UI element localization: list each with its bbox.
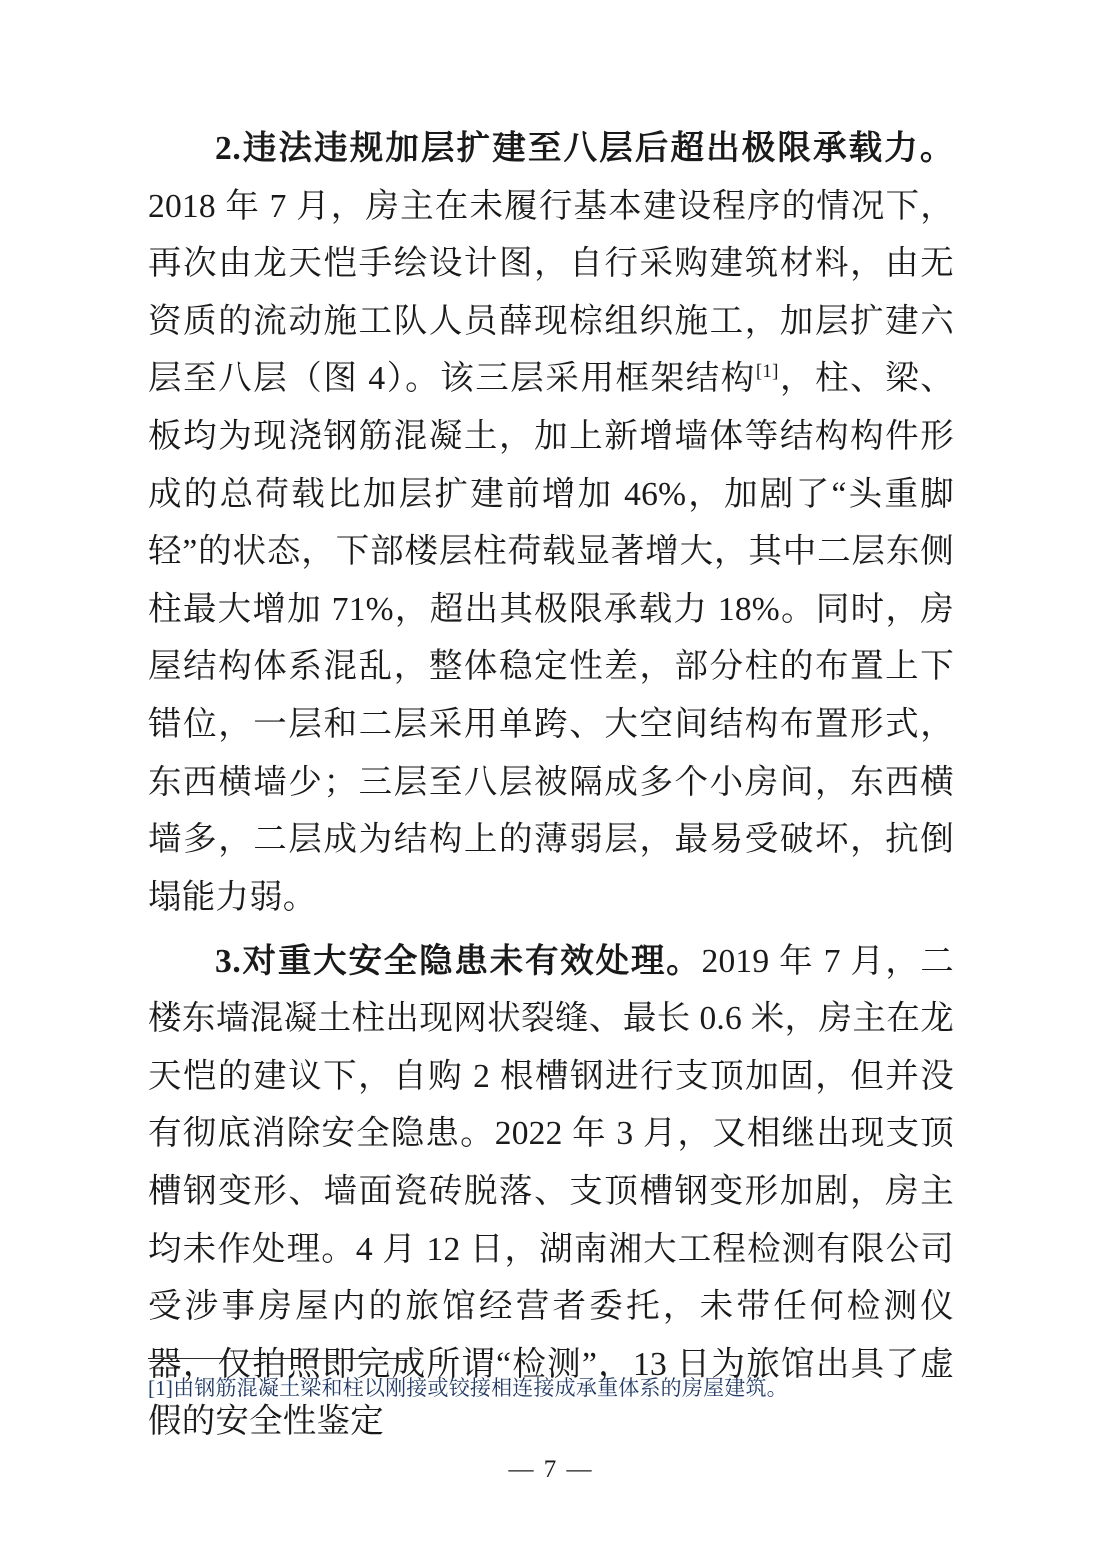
footnote-reference-marker[interactable]: [1] [755,361,779,383]
footnote-area [148,1358,958,1405]
paragraph-3-heading: 3.对重大安全隐患未有效处理。 [215,942,702,980]
paragraph-2-heading: 2.违法违规加层扩建至八层后超出极限承载力。 [215,130,954,167]
footnote-separator-line [148,1358,420,1359]
footnote-text: [1]由钢筋混凝土梁和柱以刚接或铰接相连接成承重体系的房屋建筑。 [148,1376,788,1400]
page-body [148,120,954,1451]
page-number: — 7 — [508,1456,594,1483]
paragraph-3-text: 2019 年 7 月，二楼东墙混凝土柱出现网状裂缝、最长 0.6 米，房主在龙天恺的建议下，自购 2 根槽钢进行支顶加固，但并没有彻底消除安全隐患。2022 年 3 月，又相继出现支顶槽钢变形、墙面瓷砖脱落、支顶槽钢变形加剧，房主均未作处理。4 月 12 日，湖南湘大工程检测有限公司受涉事房屋内的旅馆经营者委托，未带任何检测仪器，仅拍照即完成所谓“检测”，13 日为旅馆出具了虚假的安全性鉴定 [148,942,955,1441]
paragraph-2-text-before-footnote: 2018 年 7 月，房主在未履行基本建设程序的情况下，再次由龙天恺手绘设计图，自行采购建筑材料，由无资质的流动施工队人员薛现棕组织施工，加层扩建六层至八层（图 4）。该三层采用框架结构 [148,187,954,398]
paragraph-2-text-after-footnote: ，柱、梁、板均为现浇钢筋混凝土，加上新增墙体等结构构件形成的总荷载比加层扩建前增加 46%，加剧了“头重脚轻”的状态，下部楼层柱荷载显著增大，其中二层东侧柱最大增加 71%，超出其极限承载力 18%。同时，房屋结构体系混乱，整体稳定性差，部分柱的布置上下错位，一层和二层采用单跨、大空间结构布置形式，东西横墙少；三层至八层被隔成多个小房间，东西横墙多，二层成为结构上的薄弱层，最易受破坏，抗倒塌能力弱。 [148,360,954,916]
paragraph-section-2 [148,120,954,927]
